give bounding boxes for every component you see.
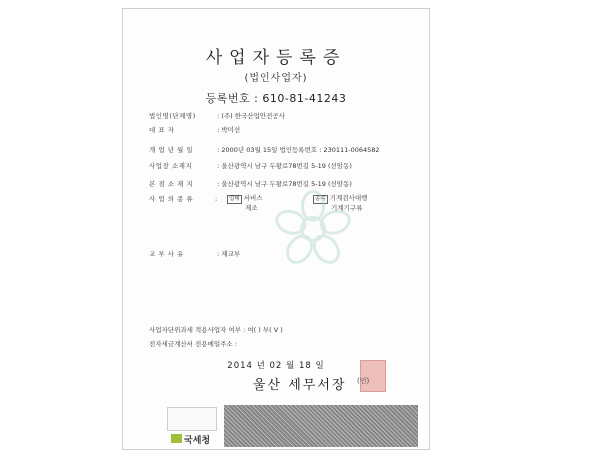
field-value: : 울산광역시 남구 두왕로78번길 5-19 (선암동) bbox=[217, 180, 352, 188]
barcode-image bbox=[224, 405, 418, 447]
business-category bbox=[227, 194, 263, 212]
field-open-date bbox=[149, 145, 380, 154]
registration-label: 등록번호 : bbox=[205, 92, 259, 105]
field-label: 대 표 자 bbox=[149, 126, 175, 134]
registration-number-line bbox=[123, 90, 429, 106]
registration-number: 610-81-41243 bbox=[262, 92, 347, 105]
tax-unit-line: 사업자단위과세 적용사업자 여부 : 여( ) 부( V ) bbox=[149, 326, 283, 334]
business-type-label: 사 업 의 종 류 bbox=[149, 195, 194, 203]
certificate-sheet bbox=[122, 8, 430, 450]
business-category-item: 제조 bbox=[245, 204, 258, 212]
field-value: : 울산광역시 남구 두왕로78번길 5-19 (선암동) bbox=[217, 162, 352, 170]
field-value: : 2000년 03월 15일 법인등록번호 : 230111-0064582 bbox=[217, 146, 380, 154]
field-label: 법인명(단체명) bbox=[149, 112, 196, 120]
issue-date: 2014 년 02 월 18 일 bbox=[227, 361, 325, 371]
business-type-label-row: 사 업 의 종 류 : bbox=[149, 195, 218, 203]
certificate-subtitle: (법인사업자) bbox=[244, 73, 308, 84]
business-category-item: 서비스 bbox=[243, 194, 263, 202]
field-label: 본 점 소 재 지 bbox=[149, 180, 194, 188]
business-item-value: 기계기구류 bbox=[331, 204, 363, 212]
business-category-tag: 업태 bbox=[229, 196, 240, 202]
watermark-emblem-icon bbox=[265, 179, 361, 279]
field-issue-reason bbox=[149, 249, 240, 258]
field-value: : (주) 한국산업안전공사 bbox=[217, 112, 285, 120]
tax-office-name: 울산 세무서장 bbox=[253, 378, 347, 393]
agency-name: 국세청 bbox=[184, 436, 211, 446]
seal-mark: (인) bbox=[357, 377, 370, 385]
field-company-name bbox=[149, 111, 285, 120]
field-label: 사업장 소재지 bbox=[149, 162, 193, 170]
stamp-box bbox=[167, 407, 217, 431]
business-item-value: 기계검사대행 bbox=[329, 194, 368, 202]
field-value: : 박미선 bbox=[217, 126, 241, 134]
field-label: 교 부 사 유 bbox=[149, 250, 184, 258]
field-label: 개 업 년 월 일 bbox=[149, 146, 194, 154]
field-business-address bbox=[149, 161, 352, 170]
email-line: 전자세금계산서 전용메일주소 : bbox=[149, 340, 237, 348]
certificate-title: 사업자등록증 bbox=[205, 48, 347, 68]
business-item-tag: 종목 bbox=[315, 196, 326, 202]
field-value: : 재교부 bbox=[217, 250, 241, 258]
nts-logo-icon bbox=[171, 434, 182, 443]
field-representative bbox=[149, 125, 240, 134]
